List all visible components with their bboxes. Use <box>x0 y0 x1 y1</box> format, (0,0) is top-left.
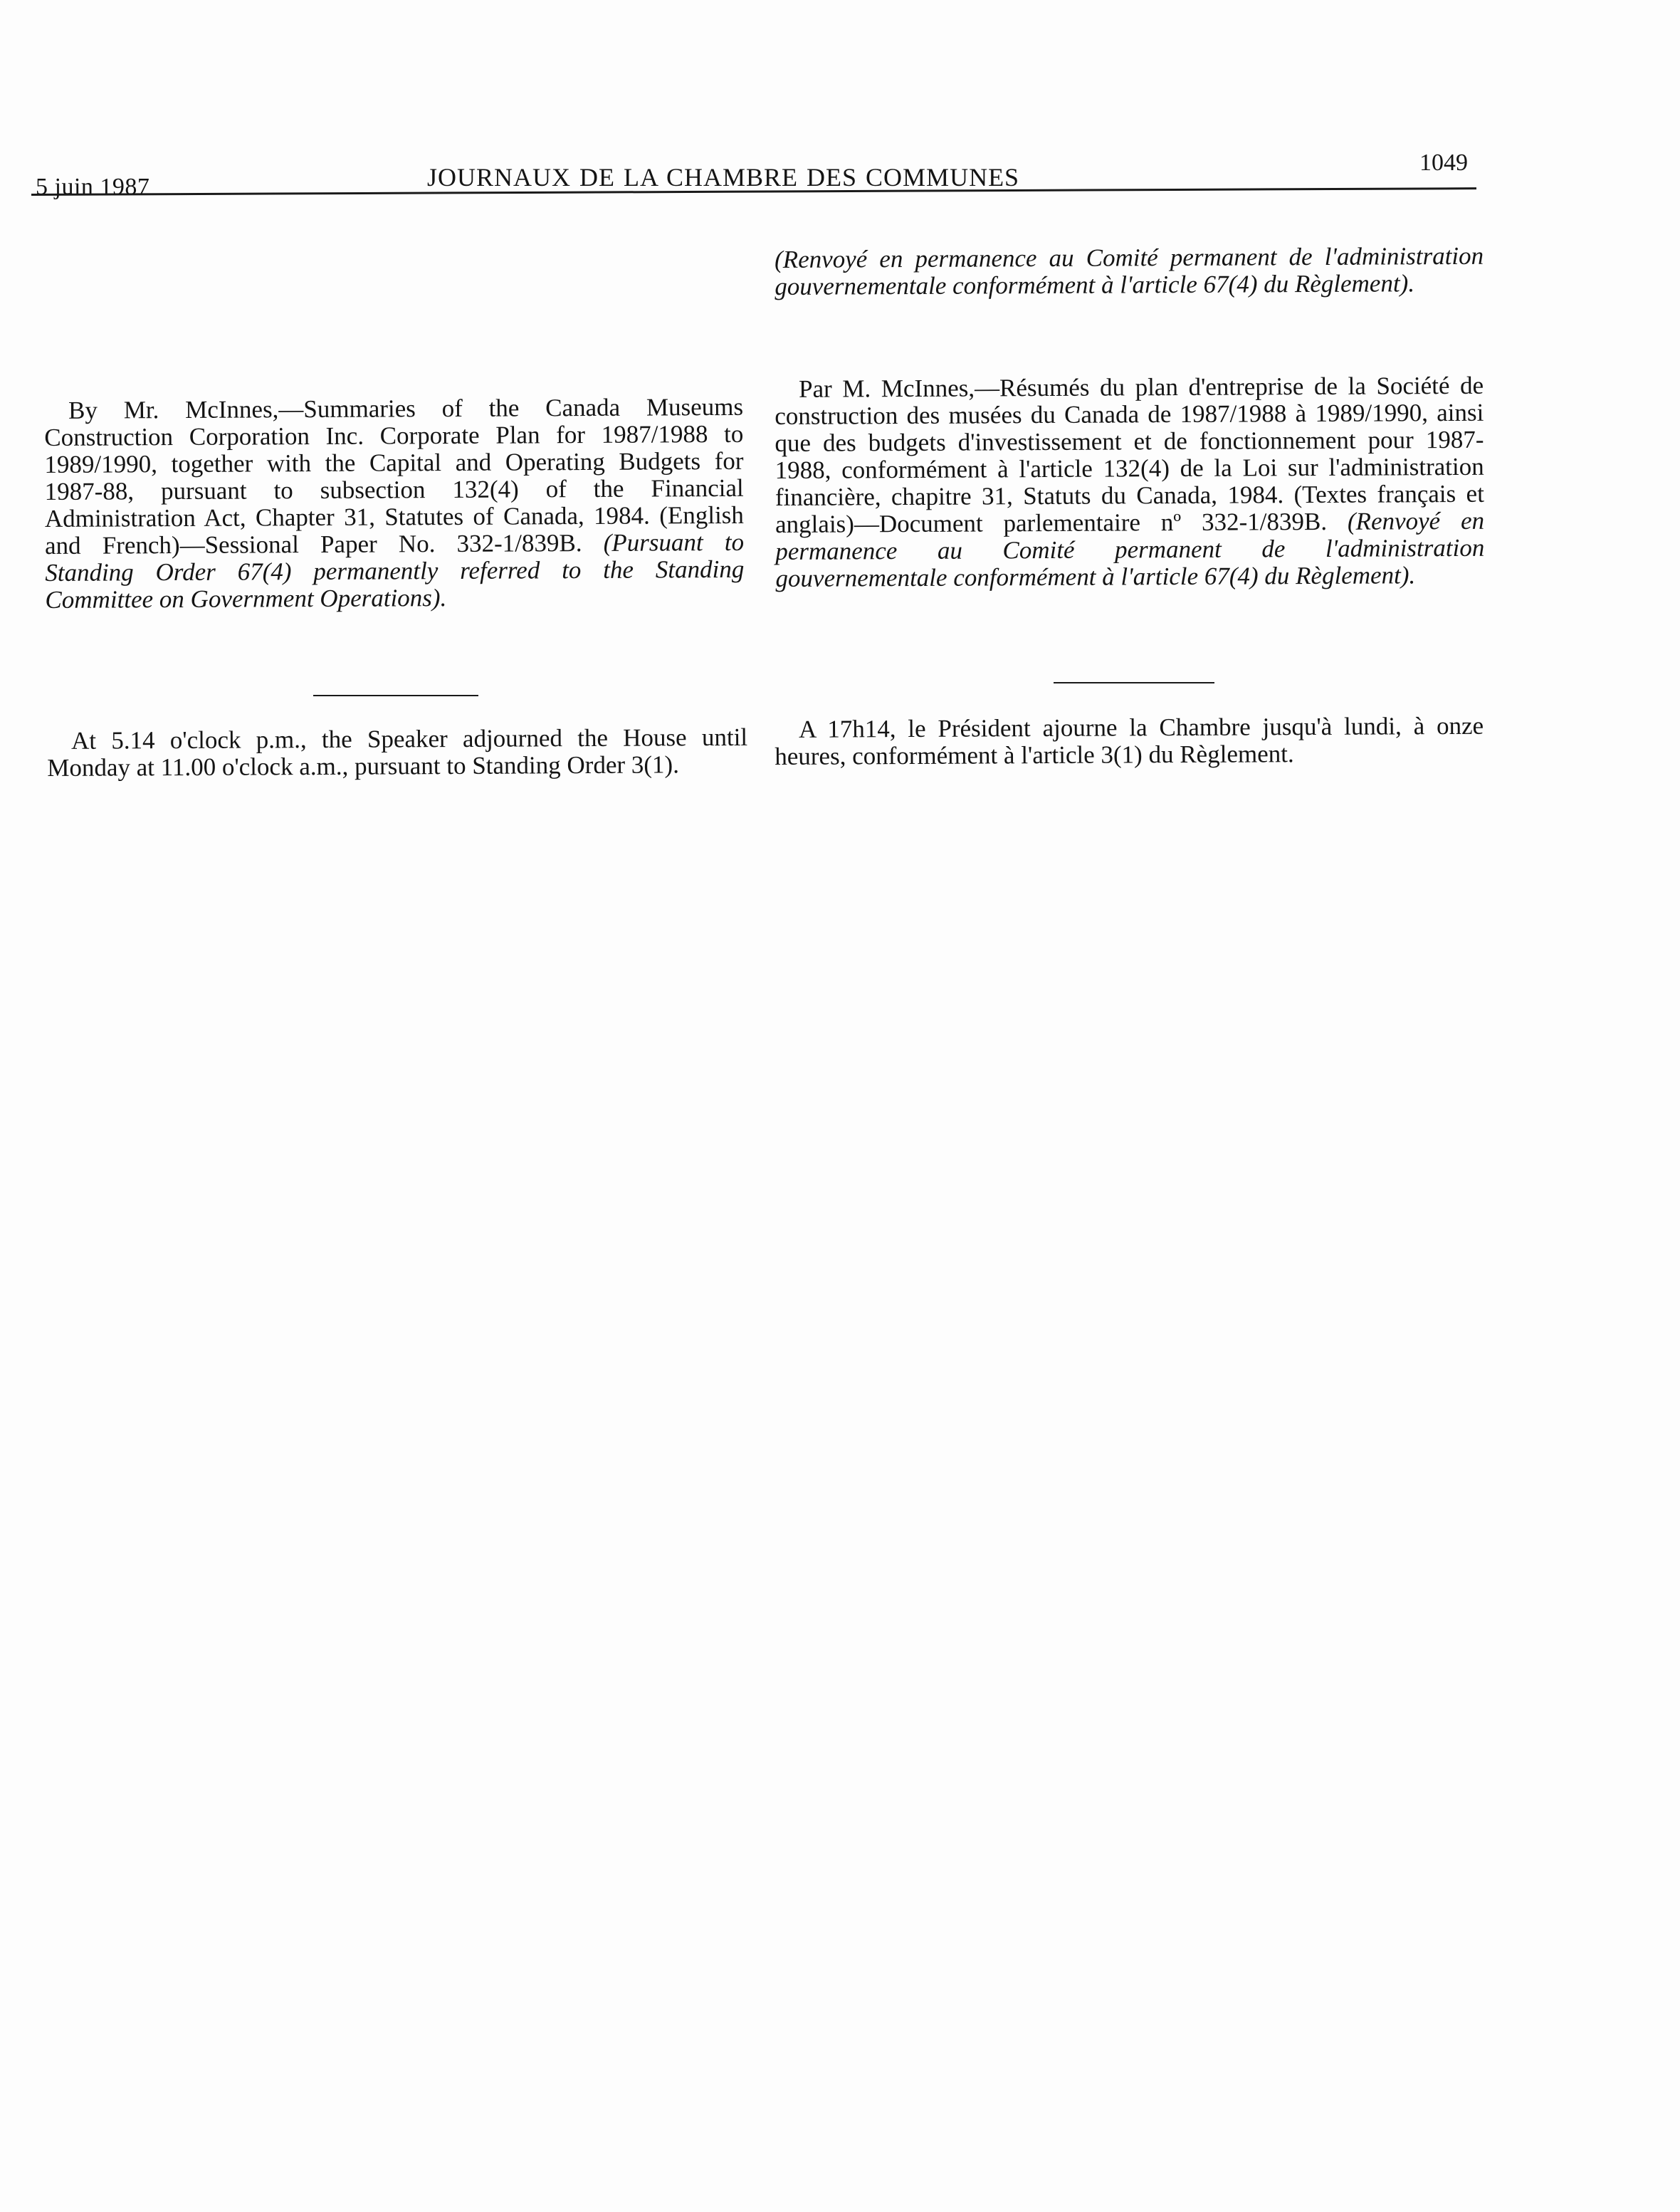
en-adjournment-text: At 5.14 o'clock p.m., the Speaker adjourned the House until Monday at 11.00 o'clock a.m., pursuant to Standing Order 3(1). <box>47 723 748 782</box>
en-mcinnes-paragraph <box>44 394 745 614</box>
en-mcinnes-referral: (Pursuant to Standing Order 67(4) permanently referred to the Standing Committee on Government Operations). <box>45 528 745 614</box>
fr-referral-continuation <box>775 243 1484 300</box>
fr-adjournment-text: A 17h14, le Président ajourne la Chambre jusqu'à lundi, à onze heures, conformément à l'article 3(1) du Règlement. <box>775 711 1484 770</box>
fr-mcinnes-referral: (Renvoyé en permanence au Comité permanent de l'administration gouvernementale conformément à l'article 67(4) du Règlement). <box>775 506 1485 592</box>
fr-mcinnes-body: Par M. McInnes,—Résumés du plan d'entreprise de la Société de construction des musées du Canada de 1987/1988 à 1989/1990, ainsi que des budgets d'investissement et de fonctionnement pour 1987-1988, conformément à l'article 132(4) de la Loi sur l'administration financière, chapitre 31, Statuts du Canada, 1984. (Textes français et anglais)—Document parlementaire nº 332-1/839B. <box>775 371 1484 538</box>
en-section-separator <box>313 695 478 696</box>
fr-mcinnes-text <box>775 372 1485 592</box>
fr-section-separator <box>1054 682 1214 683</box>
fr-referral-text: (Renvoyé en permanence au Comité permanent de l'administration gouvernementale conformément à l'article 67(4) du Règlement). <box>774 241 1484 300</box>
fr-mcinnes-paragraph <box>775 372 1485 592</box>
page-number: 1049 <box>1419 150 1468 176</box>
header-date: 5 juin 1987 <box>36 174 150 200</box>
fr-adjournment-paragraph <box>775 713 1484 770</box>
header-title: JOURNAUX DE LA CHAMBRE DES COMMUNES <box>427 163 1020 192</box>
en-adjournment-paragraph <box>47 724 747 782</box>
en-mcinnes-body: By Mr. McInnes,—Summaries of the Canada Museums Construction Corporation Inc. Corporate Plan for 1987/1988 to 1989/1990, together with the Capital and Operating Budgets for 1987-88, pursuant to subsection 132(4) of the Financial Administration Act, Chapter 31, Statutes of Canada, 1984. (English and French)—Sessional Paper No. 332-1/839B. <box>44 392 744 560</box>
en-mcinnes-text <box>44 394 745 614</box>
